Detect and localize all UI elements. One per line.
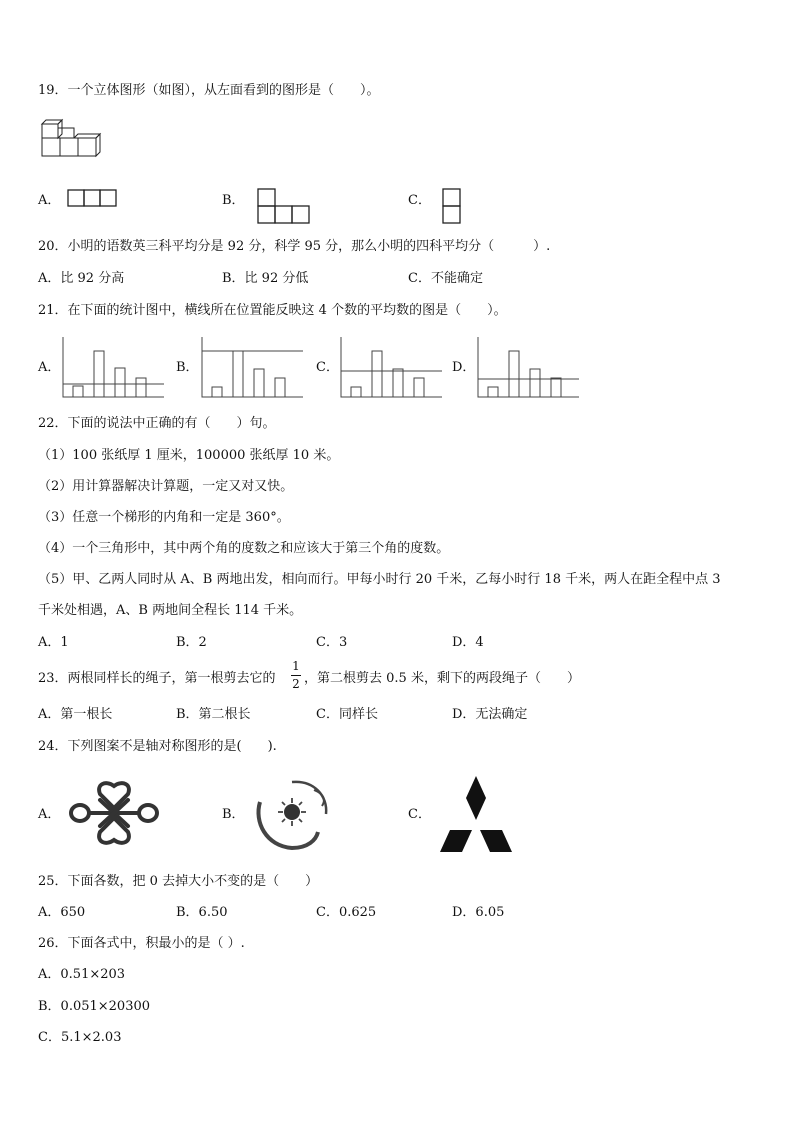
q21-option-b[interactable]: B． xyxy=(176,360,199,375)
q24-option-a-knot-figure xyxy=(66,778,162,848)
q23-option-b[interactable]: B．第二根长 xyxy=(176,707,251,722)
q26-stem: 26．下面各式中，积最小的是（ ）. xyxy=(38,936,245,951)
q19-option-b[interactable]: B． xyxy=(222,193,245,208)
q23-option-c[interactable]: C．同样长 xyxy=(316,707,378,722)
q22-statement-2: （2）用计算器解决计算题，一定又对又快。 xyxy=(38,479,294,494)
q24-option-b-swirl-figure xyxy=(252,776,332,852)
q20-stem: 20．小明的语数英三科平均分是 92 分，科学 95 分，那么小明的四科平均分（ ）. xyxy=(38,239,551,254)
q21-option-b-chart xyxy=(201,337,305,399)
q22-statement-5-cont: 千米处相遇，A、B 两地间全程长 114 千米。 xyxy=(38,603,303,618)
q24-option-a[interactable]: A． xyxy=(38,807,61,822)
q20-option-c[interactable]: C．不能确定 xyxy=(408,271,483,286)
q19-stem: 19．一个立体图形（如图），从左面看到的图形是（ ）。 xyxy=(38,83,380,98)
q21-option-d-chart xyxy=(477,337,581,399)
q21-option-d[interactable]: D． xyxy=(452,360,476,375)
q23-fraction-numerator: 1 xyxy=(292,659,300,673)
q23-fraction-bar xyxy=(291,675,301,676)
q25-option-d[interactable]: D．6.05 xyxy=(452,905,505,920)
q24-option-c[interactable]: C． xyxy=(408,807,431,822)
q25-option-c[interactable]: C．0.625 xyxy=(316,905,377,920)
q19-option-c[interactable]: C． xyxy=(408,193,431,208)
q25-option-b[interactable]: B．6.50 xyxy=(176,905,228,920)
q21-option-a-chart xyxy=(62,337,166,399)
q20-option-b[interactable]: B．比 92 分低 xyxy=(222,271,309,286)
q22-statement-1: （1）100 张纸厚 1 厘米，100000 张纸厚 10 米。 xyxy=(38,448,340,463)
q21-option-c-chart xyxy=(340,337,444,399)
q21-option-a[interactable]: A． xyxy=(38,360,61,375)
q22-option-c[interactable]: C．3 xyxy=(316,635,348,650)
q19-option-a-figure xyxy=(67,188,119,208)
q22-statement-4: （4）一个三角形中，其中两个角的度数之和应该大于第三个角的度数。 xyxy=(38,541,450,556)
q24-stem: 24．下列图案不是轴对称图形的是( ). xyxy=(38,739,277,754)
q23-option-a[interactable]: A．第一根长 xyxy=(38,707,113,722)
q22-option-d[interactable]: D．4 xyxy=(452,635,484,650)
q21-stem: 21．在下面的统计图中，横线所在位置能反映这 4 个数的平均数的图是（ ）。 xyxy=(38,303,507,318)
q26-option-a[interactable]: A．0.51×203 xyxy=(38,967,126,982)
q26-option-c[interactable]: C．5.1×2.03 xyxy=(38,1030,122,1045)
q23-fraction-denominator: 2 xyxy=(292,677,300,691)
q22-option-a[interactable]: A．1 xyxy=(38,635,69,650)
q24-option-b[interactable]: B． xyxy=(222,807,245,822)
q19-option-c-figure xyxy=(442,188,462,224)
q22-statement-5: （5）甲、乙两人同时从 A、B 两地出发，相向而行。甲每小时行 20 千米，乙每小时行 18 千米，两人在距全程中点 3 xyxy=(38,572,721,587)
q24-option-c-diamonds-figure xyxy=(438,774,514,854)
q21-option-c[interactable]: C． xyxy=(316,360,339,375)
q25-stem: 25．下面各数，把 0 去掉大小不变的是（ ） xyxy=(38,874,319,889)
q22-statement-3: （3）任意一个梯形的内角和一定是 360°。 xyxy=(38,510,290,525)
q19-solid-figure xyxy=(40,118,102,158)
q20-option-a[interactable]: A．比 92 分高 xyxy=(38,271,125,286)
q25-option-a[interactable]: A．650 xyxy=(38,905,86,920)
q22-option-b[interactable]: B．2 xyxy=(176,635,207,650)
q23-stem-part1: 23．两根同样长的绳子，第一根剪去它的 xyxy=(38,671,276,686)
q26-option-b[interactable]: B．0.051×20300 xyxy=(38,999,151,1014)
q23-stem-part2: ，第二根剪去 0.5 米，剩下的两段绳子（ ） xyxy=(304,671,580,686)
q23-option-d[interactable]: D．无法确定 xyxy=(452,707,528,722)
q19-option-b-figure xyxy=(257,188,311,224)
q22-stem: 22．下面的说法中正确的有（ ）句。 xyxy=(38,416,276,431)
q19-option-a[interactable]: A． xyxy=(38,193,61,208)
